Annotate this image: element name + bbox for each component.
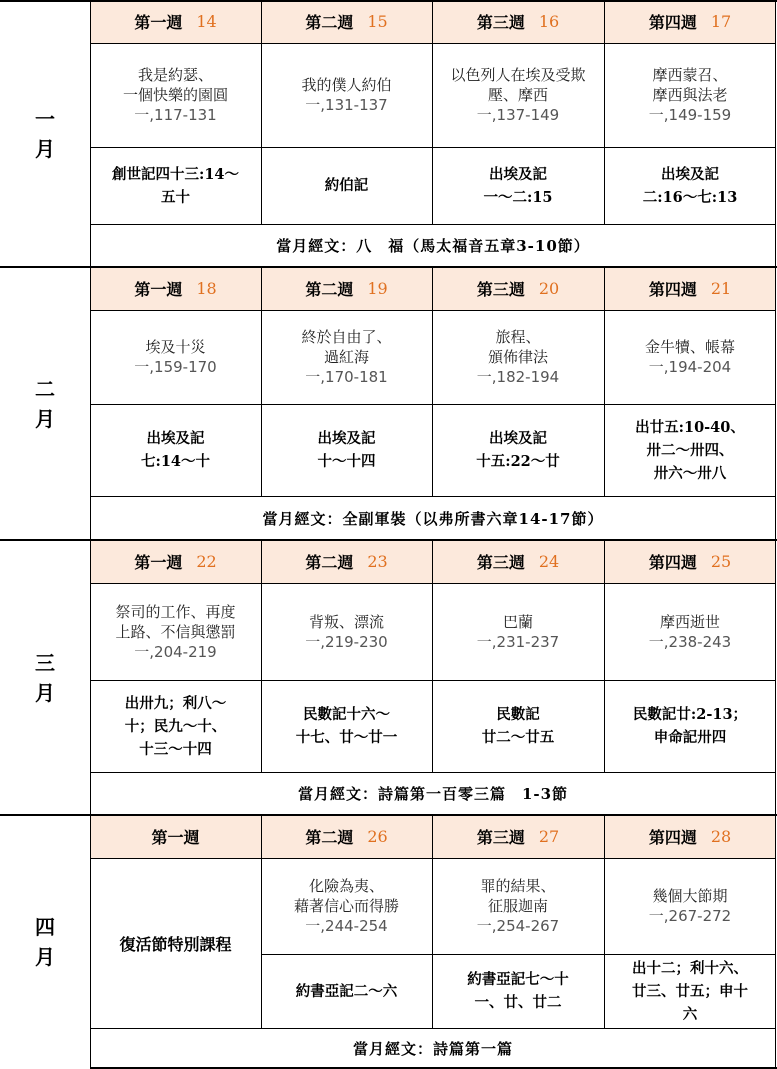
lesson-reference: 一,238-243 [648, 632, 732, 651]
lesson-cell [432, 43, 604, 147]
lesson-number: 28 [710, 827, 732, 846]
lesson-reference: 一,137-149 [476, 106, 560, 124]
lesson-reference: 一,231-237 [476, 632, 560, 651]
lesson-title: 幾個大節期 [652, 887, 728, 905]
lesson-title: 摩西蒙召、 [652, 66, 728, 84]
lesson-cell [604, 583, 776, 680]
week-label: 第一週 [151, 828, 200, 847]
grid-line [90, 858, 776, 859]
grid-line [261, 0, 262, 224]
lesson-cell [261, 43, 432, 147]
scripture-cell: 出卅九；利八～ 十；民九～十、 十三～十四 [124, 694, 227, 758]
lesson-title: 征服迦南 [487, 897, 548, 915]
memory-verse: 當月經文：八 福（馬太福音五章3-10節） [276, 237, 590, 255]
week-header [604, 0, 776, 43]
lesson-cell [261, 858, 432, 954]
week-label: 第一週 [134, 280, 183, 299]
grid-line [261, 954, 776, 955]
week-header [604, 540, 776, 583]
lesson-title: 以色列人在埃及受欺 [450, 66, 586, 84]
lesson-title: 祭司的工作、再度 [115, 602, 236, 621]
week-header [604, 267, 776, 310]
week-header [90, 540, 261, 583]
lesson-number: 19 [367, 279, 388, 298]
month-grid [90, 267, 776, 540]
lesson-title: 摩西與法老 [652, 86, 728, 104]
grid-line [432, 540, 433, 772]
lesson-title: 過紅海 [323, 348, 369, 366]
lesson-number: 22 [196, 552, 217, 571]
scripture-cell: 民數記廿:2-13； 申命記卅四 [632, 706, 748, 746]
grid-line [604, 540, 605, 772]
month-block [0, 267, 777, 540]
scripture-cell: 出埃及記 一～二:15 [483, 165, 553, 206]
scripture-cell: 出埃及記 十五:22～廿 [476, 430, 560, 470]
lesson-cell [604, 43, 776, 147]
week-label: 第三週 [476, 13, 525, 32]
week-header [261, 0, 432, 43]
week-label: 第四週 [648, 828, 697, 847]
lesson-number: 18 [196, 279, 217, 298]
scripture-cell: 出十二；利十六、 廿三、廿五；申十 六 [632, 959, 748, 1023]
grid-line [90, 540, 91, 815]
grid-line [261, 540, 262, 772]
lesson-title: 我的僕人約伯 [301, 76, 392, 94]
month-divider [0, 0, 777, 2]
grid-line [604, 815, 605, 1028]
scripture-cell: 出廿五:10-40、 卅二～卅四、 卅六～卅八 [635, 418, 745, 482]
week-label: 第三週 [476, 553, 525, 572]
month-grid [90, 0, 776, 267]
grid-line [90, 772, 776, 773]
lesson-number: 14 [196, 12, 217, 31]
month-divider [0, 266, 777, 268]
week-label: 第二週 [305, 280, 354, 299]
grid-line [775, 815, 776, 1069]
month-name: 一 月 [35, 106, 55, 161]
lesson-title: 壓、摩西 [487, 86, 548, 104]
lesson-cell [432, 583, 604, 680]
week-header [90, 815, 261, 858]
lesson-reference: 一,219-230 [305, 632, 388, 651]
lesson-reference: 一,204-219 [134, 642, 217, 661]
month-label [0, 0, 90, 267]
grid-line [604, 267, 605, 496]
month-name: 二 月 [35, 376, 55, 431]
lesson-reference: 一,159-170 [134, 358, 217, 376]
week-header [432, 540, 604, 583]
lesson-number: 21 [710, 279, 732, 298]
lesson-reference: 一,170-181 [305, 368, 388, 386]
lesson-title: 埃及十災 [145, 338, 206, 356]
lesson-cell [604, 858, 776, 954]
month-label [0, 540, 90, 815]
month-divider [0, 539, 777, 541]
scripture-cell: 約書亞記二～六 [295, 982, 398, 1000]
lesson-title: 頒佈律法 [487, 348, 548, 366]
memory-verse: 當月經文：詩篇第一篇 [352, 1040, 513, 1058]
lesson-number: 15 [367, 12, 388, 31]
grid-line [90, 267, 91, 540]
lesson-title: 巴蘭 [502, 612, 533, 631]
scripture-cell: 創世記四十三:14～ 五十 [111, 165, 240, 206]
lesson-reference: 一,182-194 [476, 368, 560, 386]
week-header [90, 267, 261, 310]
scripture-cell: 約書亞記七～十 一、廿、廿二 [467, 971, 569, 1011]
lesson-cell [90, 43, 261, 147]
week-label: 第一週 [134, 13, 183, 32]
lesson-title: 金牛犢、帳幕 [644, 338, 735, 356]
lesson-title: 旅程、 [495, 328, 541, 346]
lesson-reference: 一,117-131 [134, 106, 217, 124]
week-label: 第二週 [305, 553, 354, 572]
lesson-number: 17 [710, 12, 732, 31]
lesson-title: 背叛、漂流 [308, 612, 384, 631]
grid-line [432, 815, 433, 1028]
lesson-number: 23 [367, 552, 388, 571]
week-label: 第四週 [648, 13, 697, 32]
lesson-title: 上路、不信與懲罰 [115, 622, 236, 641]
week-header [432, 815, 604, 858]
scripture-cell: 民數記十六～ 十七、廿～廿一 [295, 706, 398, 746]
grid-line [261, 815, 262, 1028]
week-header [261, 540, 432, 583]
grid-line [90, 310, 776, 311]
memory-verse: 當月經文：全副軍裝（以弗所書六章14-17節） [262, 509, 604, 528]
lesson-cell [90, 310, 261, 404]
lesson-number: 26 [367, 827, 388, 846]
lesson-cell [261, 310, 432, 404]
lesson-reference: 一,254-267 [476, 917, 560, 935]
grid-line [90, 404, 776, 405]
week-header [604, 815, 776, 858]
grid-line [775, 540, 776, 815]
grid-line [90, 43, 776, 44]
grid-line [432, 267, 433, 496]
week-label: 第二週 [305, 13, 354, 32]
lesson-number: 16 [538, 12, 560, 31]
week-label: 第四週 [648, 553, 697, 572]
lesson-number: 27 [538, 827, 560, 846]
lesson-number: 25 [710, 552, 732, 571]
grid-line [90, 583, 776, 584]
grid-line [90, 680, 776, 681]
month-name: 四 月 [35, 915, 55, 969]
grid-line [775, 267, 776, 540]
grid-line [90, 0, 91, 267]
memory-verse: 當月經文：詩篇第一百零三篇 1-3節 [297, 785, 569, 803]
lesson-title: 化險為夷、 [308, 877, 384, 895]
week-header [432, 267, 604, 310]
lesson-title: 摩西逝世 [659, 612, 720, 631]
month-grid [90, 540, 776, 815]
scripture-cell: 出埃及記 七:14～十 [140, 430, 211, 470]
month-block [0, 540, 777, 815]
grid-line [604, 0, 605, 224]
month-label [0, 815, 90, 1069]
scripture-cell: 出埃及記 十～十四 [317, 430, 376, 470]
grid-line [90, 496, 776, 497]
lesson-number: 20 [538, 279, 560, 298]
special-lesson: 復活節特別課程 [119, 934, 232, 954]
scripture-cell: 約伯記 [324, 177, 369, 194]
lesson-title: 罪的結果、 [480, 877, 556, 895]
week-label: 第三週 [476, 280, 525, 299]
lesson-title: 終於自由了、 [301, 328, 392, 346]
lesson-reference: 一,131-137 [305, 96, 388, 114]
scripture-cell: 出埃及記 二:16～七:13 [642, 165, 738, 206]
week-label: 第四週 [648, 280, 697, 299]
month-block [0, 815, 777, 1069]
month-name: 三 月 [35, 650, 55, 705]
month-label [0, 267, 90, 540]
grid-line [90, 224, 776, 225]
month-divider [0, 814, 777, 816]
week-label: 第一週 [134, 553, 183, 572]
grid-line [775, 0, 776, 267]
grid-line [261, 267, 262, 496]
month-block [0, 0, 777, 267]
lesson-cell [432, 858, 604, 954]
grid-line [90, 815, 91, 1069]
lesson-cell [432, 310, 604, 404]
lesson-title: 藉著信心而得勝 [293, 897, 399, 915]
week-header [432, 0, 604, 43]
lesson-reference: 一,149-159 [648, 106, 732, 124]
week-header [261, 815, 432, 858]
lesson-cell [261, 583, 432, 680]
grid-line [432, 0, 433, 224]
grid-line [90, 147, 776, 148]
week-header [90, 0, 261, 43]
month-grid [90, 815, 776, 1069]
lesson-reference: 一,194-204 [648, 358, 732, 376]
lesson-title: 一個快樂的園圓 [122, 86, 228, 104]
lesson-cell [604, 310, 776, 404]
week-label: 第二週 [305, 828, 354, 847]
lesson-cell [90, 583, 261, 680]
grid-line [90, 1028, 776, 1029]
week-label: 第三週 [476, 828, 525, 847]
week-header [261, 267, 432, 310]
lesson-number: 24 [538, 552, 560, 571]
scripture-cell: 民數記 廿二～廿五 [481, 706, 555, 746]
lesson-reference: 一,244-254 [305, 917, 388, 935]
lesson-reference: 一,267-272 [648, 907, 732, 925]
lesson-title: 我是約瑟、 [137, 66, 213, 84]
